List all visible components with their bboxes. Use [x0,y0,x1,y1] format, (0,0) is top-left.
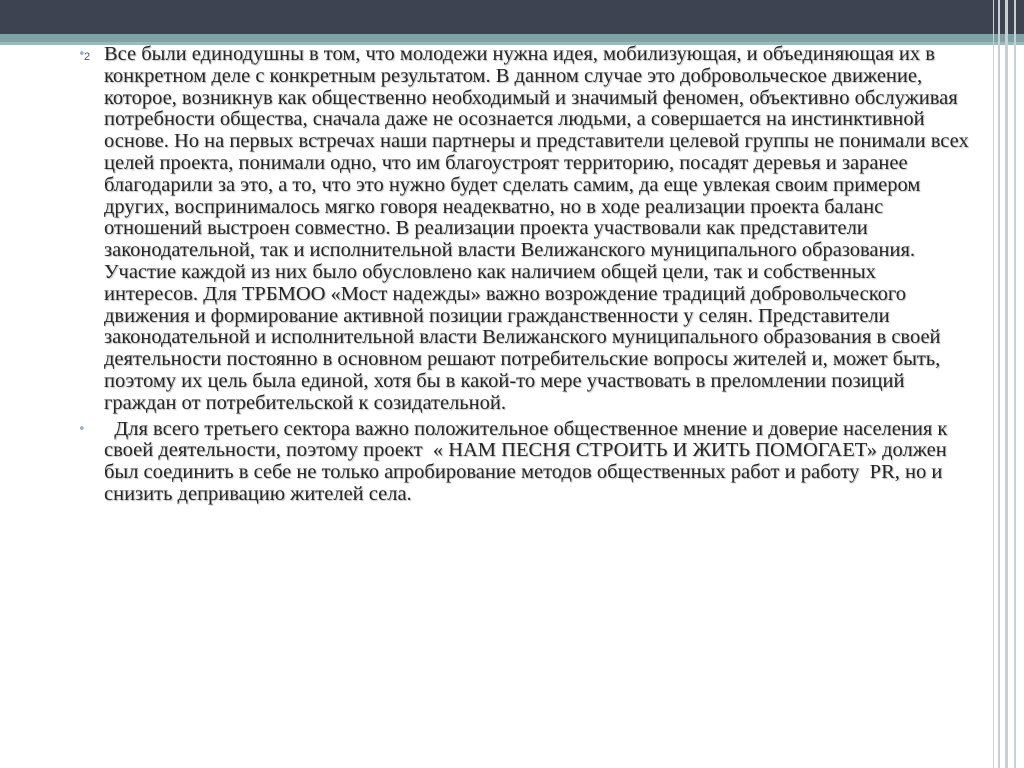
slide-body [70,44,970,510]
bullet-text: Все были единодушны в том, что молодежи нужна идея, мобилизующая, и объединяющая их в конкретном деле с конкретным результатом. В данном случае это добровольческое движение, которое, возникнув как общественно необходимый и значимый феномен, объективно обслуживая потребности общества, сначала даже не осознается людьми, а совершается на инстинктивной основе. Но на первых встречах наши партнеры и представители целевой группы не понимали всех целей проекта, понимали одно, что им благоустроят территорию, посадят деревья и заранее благодарили за это, а то, что это нужно будет сделать самим, да еще увлекая своим примером других, воспринималось мягко говоря неадекватно, но в ходе реализации проекта баланс отношений выстроен совместно. В реализации проекта участвовали как представители законодательной, так и исполнительной власти Велижанского муниципального образования. Участие каждой из них было обусловлено как наличием общей цели, так и собственных интересов. Для ТРБМОО «Мост надежды» важно возрождение традиций добровольческого движения и формирование активной позиции гражданственности у селян. Представители законодательной и исполнительной власти Велижанского муниципального образования в своей деятельности постоянно в основном решают потребительские вопросы жителей и, может быть, поэтому их цель была единой, хотя бы в какой-то мере участвовать в преломлении позиций граждан от потребительской к созидательной. [104,43,969,414]
bullet-icon: • [78,47,86,62]
vertical-line [993,0,994,768]
vertical-line [1005,0,1008,768]
accent-strip [0,34,1024,42]
decorative-vertical-lines [990,0,1024,768]
bullet-text: Для всего третьего сектора важно положительное общественное мнение и доверие населения к своей деятельности, поэтому проект « НАМ ПЕСНЯ СТРОИТЬ И ЖИТЬ ПОМОГАЕТ» должен был соединить в себе не только апробирование методов общественных работ и работу PR, но и снизить депривацию жителей села. [104,417,953,505]
slide-number: 2 [84,51,91,63]
bullet-item [70,44,970,415]
vertical-line [1014,0,1016,768]
vertical-line [998,0,1000,768]
bullet-item [70,419,970,506]
bullet-icon: • [78,421,86,437]
header-bar [0,0,1024,34]
